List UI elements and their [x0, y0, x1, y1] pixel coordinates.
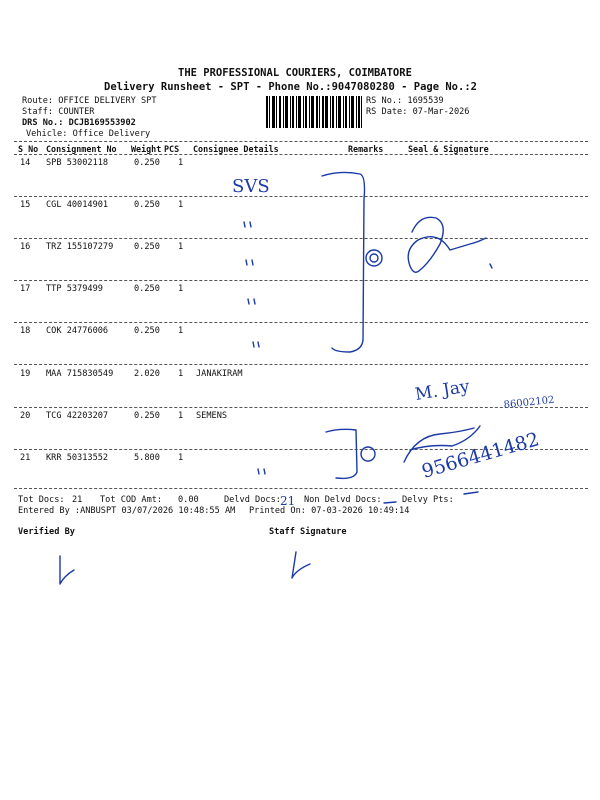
table-bottom-rule [14, 488, 588, 489]
tot-docs-value: 21 [72, 495, 83, 505]
ditto-mark [248, 299, 255, 304]
route-label: Route: OFFICE DELIVERY SPT [22, 96, 157, 106]
table-row [0, 411, 600, 425]
header-bottom-rule [14, 154, 588, 155]
signature-dot [490, 264, 492, 268]
row-consignment: TRZ 155107279 [46, 242, 114, 252]
verified-initial-mark [60, 556, 74, 584]
drs-number: DRS No.: DCJB169553902 [22, 118, 136, 128]
rs-number: RS No.: 1695539 [366, 96, 444, 106]
ditto-mark [244, 222, 251, 227]
ditto-mark [258, 469, 265, 474]
row-consignment: MAA 715830549 [46, 369, 114, 379]
handwritten-phone: 9566441482 [419, 428, 542, 483]
vehicle-label: Vehicle: Office Delivery [26, 129, 151, 139]
runsheet-subtitle: Delivery Runsheet - SPT - Phone No.:9047080280 - Page No.:2 [104, 81, 477, 93]
rs-date: RS Date: 07-Mar-2026 [366, 107, 470, 117]
delvd-docs-label: Delvd Docs: [224, 495, 281, 505]
row-rule [14, 280, 588, 281]
row-rule [14, 407, 588, 408]
row-sno: 16 [20, 242, 31, 252]
row-rule [14, 364, 588, 365]
handwritten-name: M. Jay [413, 376, 471, 405]
row-sno: 17 [20, 284, 31, 294]
row-pcs: 1 [178, 158, 184, 168]
row-sno: 15 [20, 200, 31, 210]
barcode-image [266, 96, 362, 128]
tot-cod-label: Tot COD Amt: [100, 495, 163, 505]
row-pcs: 1 [178, 326, 184, 336]
col-seal: Seal & Signature [408, 144, 489, 154]
row-consignment: TTP 5379499 [46, 284, 103, 294]
company-title: THE PROFESSIONAL COURIERS, COIMBATORE [178, 67, 412, 79]
row-weight: 5.800 [134, 453, 160, 463]
entered-by: Entered By :ANBUSPT 03/07/2026 10:48:55 AM [18, 506, 236, 516]
row-rule [14, 322, 588, 323]
row-consignment: KRR 50313552 [46, 453, 109, 463]
dash-mark [384, 502, 396, 503]
tot-docs-label: Tot Docs: [18, 495, 65, 505]
row-consignment: TCG 42203207 [46, 411, 109, 421]
row-consignment: SPB 53002118 [46, 158, 109, 168]
staff-signature-label: Staff Signature [269, 527, 347, 537]
col-consignee: Consignee Details [193, 144, 279, 154]
table-row [0, 453, 600, 467]
col-sno: S No [18, 144, 39, 154]
handwritten-number: 86002102 [503, 394, 555, 411]
tot-cod-value: 0.00 [178, 495, 199, 505]
table-row [0, 158, 600, 172]
row-weight: 0.250 [134, 200, 160, 210]
row-sno: 18 [20, 326, 31, 336]
table-row [0, 326, 600, 340]
row-weight: 0.250 [134, 411, 160, 421]
row-pcs: 1 [178, 284, 184, 294]
row-sno: 19 [20, 369, 31, 379]
printed-on: Printed On: 07-03-2026 10:49:14 [249, 506, 410, 516]
row-pcs: 1 [178, 242, 184, 252]
ditto-mark [253, 342, 259, 347]
row-pcs: 1 [178, 411, 184, 421]
row-rule [14, 449, 588, 450]
staff-label: Staff: COUNTER [22, 107, 95, 117]
handwritten-delvd-count: 21 [280, 494, 296, 508]
row-sno: 14 [20, 158, 31, 168]
row-weight: 2.020 [134, 369, 160, 379]
row-weight: 0.250 [134, 284, 160, 294]
row-pcs: 1 [178, 453, 184, 463]
table-row [0, 369, 600, 383]
row-pcs: 1 [178, 200, 184, 210]
row-consignment: CGL 40014901 [46, 200, 109, 210]
handwritten-svs: SVS [232, 176, 270, 197]
col-consignment: Consignment No [46, 144, 117, 154]
table-row [0, 242, 600, 256]
row-rule [14, 196, 588, 197]
header-top-rule [14, 141, 588, 142]
dash-mark [464, 492, 478, 494]
row-sno: 20 [20, 411, 31, 421]
col-remarks: Remarks [348, 144, 384, 154]
row-weight: 0.250 [134, 158, 160, 168]
row-rule [14, 238, 588, 239]
col-pcs: PCS [164, 144, 180, 154]
row-sno: 21 [20, 453, 31, 463]
row-weight: 0.250 [134, 242, 160, 252]
col-weight: Weight [131, 144, 162, 154]
delvy-pts-label: Delvy Pts: [402, 495, 454, 505]
row-weight: 0.250 [134, 326, 160, 336]
row-pcs: 1 [178, 369, 184, 379]
non-delvd-label: Non Delvd Docs: [304, 495, 382, 505]
row-consignee: SEMENS [196, 411, 228, 421]
row-consignment: COK 24776006 [46, 326, 109, 336]
verified-by-label: Verified By [18, 527, 75, 537]
row-consignee: JANAKIRAM [196, 369, 243, 379]
staff-initial-mark [292, 552, 310, 578]
ditto-mark [246, 260, 253, 265]
table-row [0, 284, 600, 298]
table-row [0, 200, 600, 214]
